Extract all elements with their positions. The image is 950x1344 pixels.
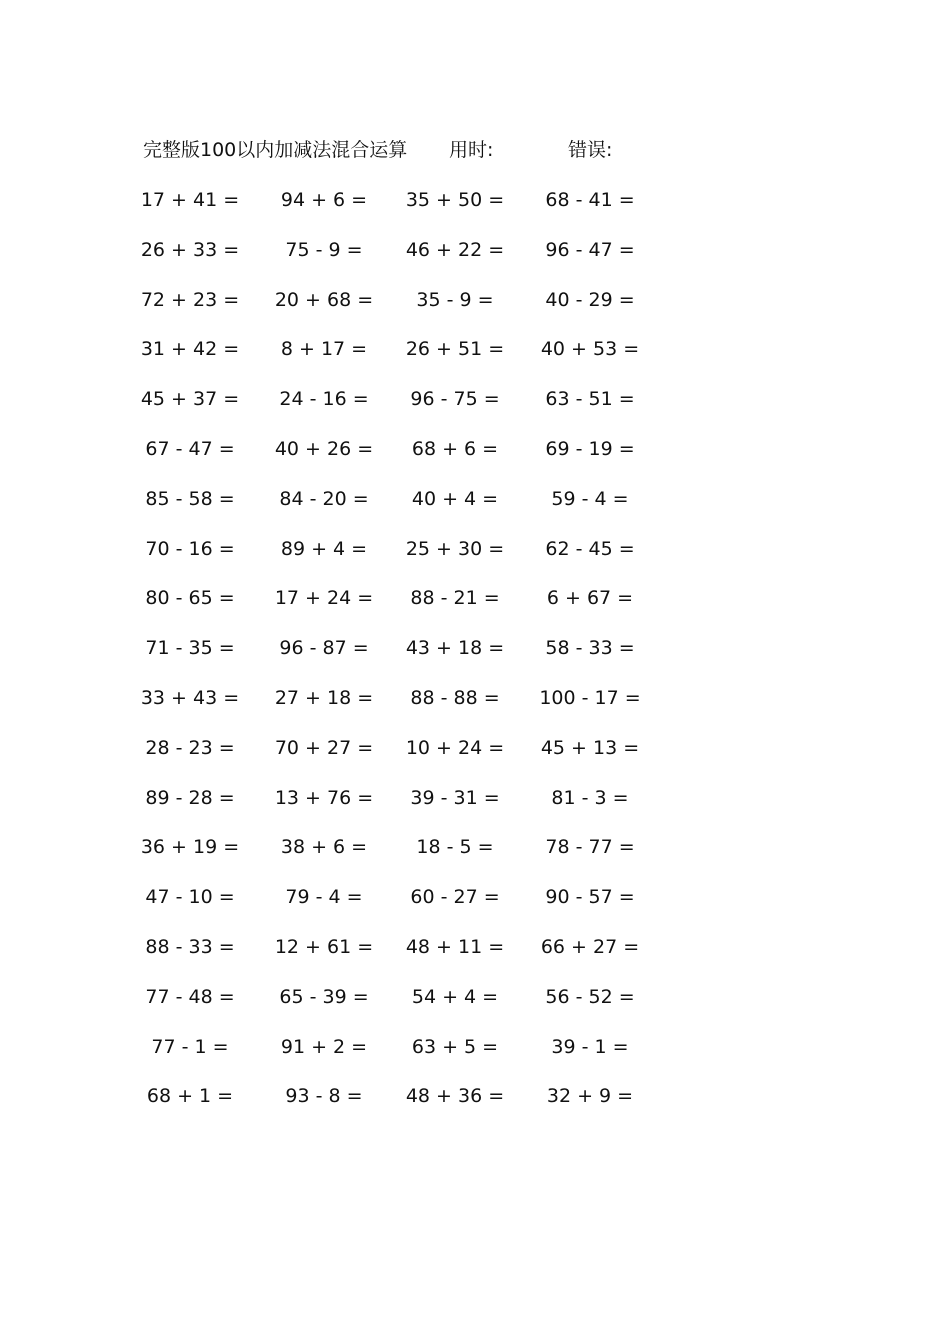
math-problem: 96 - 47 = xyxy=(545,238,635,261)
math-problem: 39 - 1 = xyxy=(551,1035,629,1058)
math-problem: 10 + 24 = xyxy=(405,736,505,759)
math-problem: 75 - 9 = xyxy=(285,238,363,261)
math-problem: 56 - 52 = xyxy=(545,985,635,1008)
math-problem: 94 + 6 = xyxy=(280,189,368,211)
math-problem: 31 + 42 = xyxy=(140,338,240,361)
math-problem: 84 - 20 = xyxy=(279,487,369,510)
math-problem: 8 + 17 = xyxy=(280,338,368,361)
math-problem: 91 + 2 = xyxy=(280,1035,368,1058)
math-problem: 40 + 53 = xyxy=(540,338,640,361)
math-problem: 33 + 43 = xyxy=(140,687,240,709)
problem-row xyxy=(0,1032,950,1062)
math-problem: 40 - 29 = xyxy=(545,288,635,311)
math-problem: 77 - 1 = xyxy=(151,1035,229,1058)
problem-row xyxy=(0,733,950,763)
math-problem: 70 + 27 = xyxy=(274,736,374,759)
math-problem: 13 + 76 = xyxy=(274,786,374,809)
math-problem: 100 - 17 = xyxy=(539,687,641,709)
problem-row xyxy=(0,384,950,414)
math-problem: 78 - 77 = xyxy=(545,836,635,859)
math-problem: 96 - 75 = xyxy=(410,388,500,411)
math-problem: 89 + 4 = xyxy=(280,537,368,560)
math-problem: 63 - 51 = xyxy=(545,388,635,411)
problem-row xyxy=(0,982,950,1012)
math-problem: 89 - 28 = xyxy=(145,786,235,809)
math-problem: 43 + 18 = xyxy=(405,637,505,660)
problem-row xyxy=(0,484,950,514)
math-problem: 62 - 45 = xyxy=(545,537,635,560)
problem-row xyxy=(0,633,950,663)
math-problem: 65 - 39 = xyxy=(279,985,369,1008)
problem-row xyxy=(0,285,950,315)
problem-row xyxy=(0,583,950,613)
math-problem: 36 + 19 = xyxy=(140,836,240,859)
math-problem: 39 - 31 = xyxy=(410,786,500,809)
math-problem: 26 + 33 = xyxy=(140,238,240,261)
math-problem: 60 - 27 = xyxy=(410,886,500,909)
math-problem: 6 + 67 = xyxy=(546,587,634,610)
math-problem: 58 - 33 = xyxy=(545,637,635,660)
math-problem: 81 - 3 = xyxy=(551,786,629,809)
math-problem: 12 + 61 = xyxy=(274,936,374,958)
math-problem: 68 + 6 = xyxy=(411,438,499,460)
math-problem: 40 + 4 = xyxy=(411,487,499,510)
math-problem: 35 - 9 = xyxy=(416,288,494,311)
math-problem: 59 - 4 = xyxy=(551,487,629,510)
math-problem: 66 + 27 = xyxy=(540,936,640,958)
problem-row xyxy=(0,534,950,564)
error-label: 错误: xyxy=(568,139,613,161)
worksheet-title: 完整版100以内加减法混合运算 xyxy=(143,139,408,161)
time-label: 用时: xyxy=(449,139,494,161)
math-problem: 70 - 16 = xyxy=(145,537,235,560)
math-problem: 71 - 35 = xyxy=(145,637,235,660)
math-problem: 68 + 1 = xyxy=(146,1085,234,1108)
math-problem: 45 + 13 = xyxy=(540,736,640,759)
math-problem: 88 - 88 = xyxy=(410,687,500,709)
math-problem: 68 - 41 = xyxy=(545,189,635,211)
problem-row xyxy=(0,932,950,962)
math-problem: 77 - 48 = xyxy=(145,985,235,1008)
problem-row xyxy=(0,434,950,464)
math-problem: 46 + 22 = xyxy=(405,238,505,261)
math-problem: 28 - 23 = xyxy=(145,736,235,759)
problem-row xyxy=(0,882,950,912)
math-problem: 47 - 10 = xyxy=(145,886,235,909)
math-problem: 88 - 21 = xyxy=(410,587,500,610)
math-problem: 48 + 11 = xyxy=(405,936,505,958)
problem-row xyxy=(0,832,950,862)
math-problem: 80 - 65 = xyxy=(145,587,235,610)
math-problem: 96 - 87 = xyxy=(279,637,369,660)
math-problem: 24 - 16 = xyxy=(279,388,369,411)
math-problem: 88 - 33 = xyxy=(145,936,235,958)
math-problem: 18 - 5 = xyxy=(416,836,494,859)
math-problem: 69 - 19 = xyxy=(545,438,635,460)
math-problem: 20 + 68 = xyxy=(274,288,374,311)
math-problem: 45 + 37 = xyxy=(140,388,240,411)
math-problem: 48 + 36 = xyxy=(405,1085,505,1108)
math-problem: 38 + 6 = xyxy=(280,836,368,859)
problem-row xyxy=(0,334,950,364)
problem-row xyxy=(0,1081,950,1111)
math-problem: 63 + 5 = xyxy=(411,1035,499,1058)
math-problem: 27 + 18 = xyxy=(274,687,374,709)
math-problem: 17 + 41 = xyxy=(140,189,240,211)
math-problem: 54 + 4 = xyxy=(411,985,499,1008)
problem-row xyxy=(0,235,950,265)
math-problem: 17 + 24 = xyxy=(274,587,374,610)
math-problem: 90 - 57 = xyxy=(545,886,635,909)
math-problem: 93 - 8 = xyxy=(285,1085,363,1108)
problem-row xyxy=(0,683,950,713)
math-problem: 25 + 30 = xyxy=(405,537,505,560)
math-problem: 40 + 26 = xyxy=(274,438,374,460)
math-problem: 26 + 51 = xyxy=(405,338,505,361)
problem-row xyxy=(0,783,950,813)
problem-row xyxy=(0,185,950,215)
math-problem: 85 - 58 = xyxy=(145,487,235,510)
math-problem: 67 - 47 = xyxy=(145,438,235,460)
math-problem: 35 + 50 = xyxy=(405,189,505,211)
math-problem: 72 + 23 = xyxy=(140,288,240,311)
math-problem: 32 + 9 = xyxy=(546,1085,634,1108)
math-problem: 79 - 4 = xyxy=(285,886,363,909)
